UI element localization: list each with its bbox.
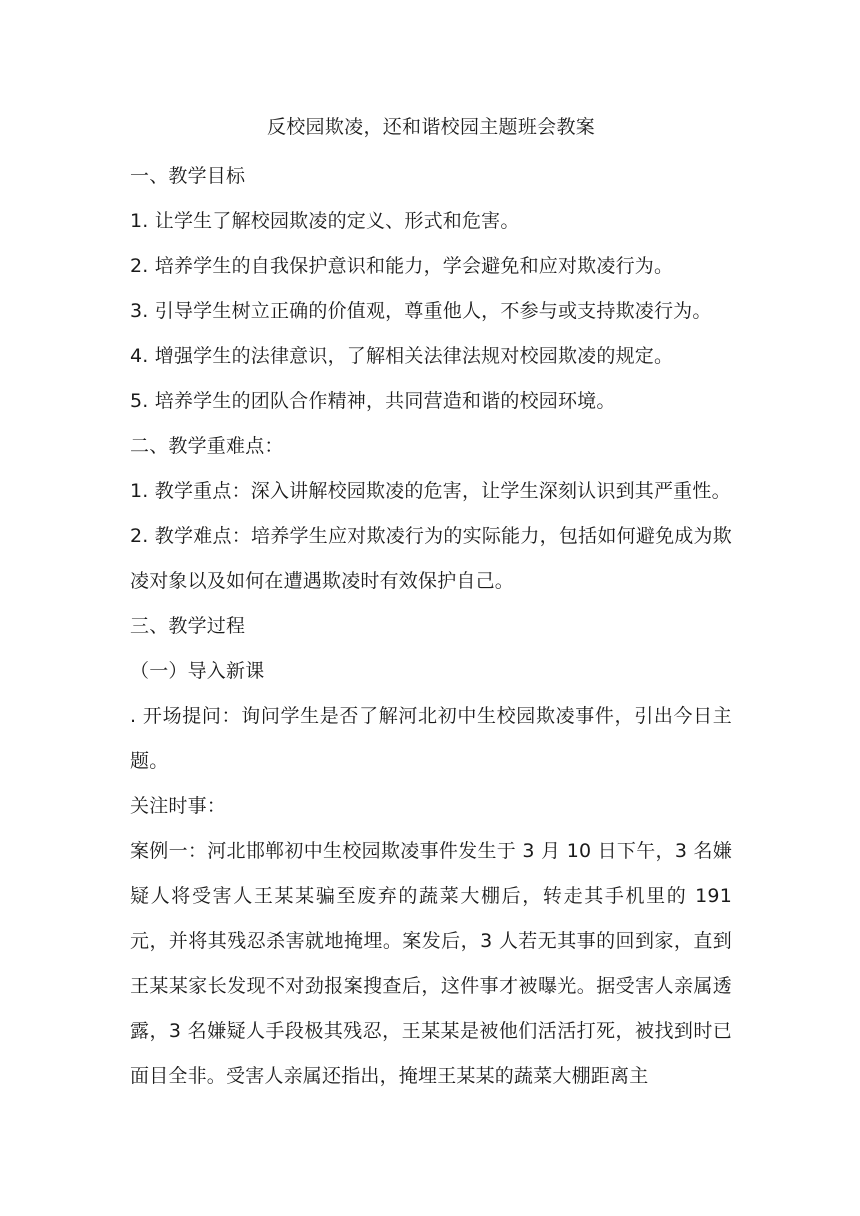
- objective-item-1: 1. 让学生了解校园欺凌的定义、形式和危害。: [130, 210, 520, 232]
- section-heading-process: 三、教学过程: [130, 615, 246, 637]
- document-title: 反校园欺凌，还和谐校园主题班会教案: [266, 116, 596, 138]
- news-label: 关注时事：: [130, 795, 227, 817]
- opening-question: . 开场提问：询问学生是否了解河北初中生校园欺凌事件，引出今日主题。: [130, 705, 732, 772]
- document-body: [130, 108, 732, 1099]
- section-heading-key-points: 二、教学重难点：: [130, 435, 284, 457]
- subheading-intro: （一）导入新课: [130, 660, 265, 682]
- objective-item-4: 4. 增强学生的法律意识，了解相关法律法规对校园欺凌的规定。: [130, 345, 674, 367]
- objective-item-2: 2. 培养学生的自我保护意识和能力，学会避免和应对欺凌行为。: [130, 255, 674, 277]
- objective-item-5: 5. 培养学生的团队合作精神，共同营造和谐的校园环境。: [130, 390, 616, 412]
- case-one-paragraph: 案例一：河北邯郸初中生校园欺凌事件发生于 3 月 10 日下午，3 名嫌疑人将受害人王某某骗至废弃的蔬菜大棚后，转走其手机里的 191 元，并将其残忍杀害就地掩埋。案发后，3 人若无其事的回到家，直到王某某家长发现不对劲报案搜查后，这件事才被曝光。据受害人亲属透露，3 名嫌疑人手段极其残忍，王某某是被他们活活打死，被找到时已面目全非。受害人亲属还指出，掩埋王某某的蔬菜大棚距离主: [130, 840, 732, 1087]
- section-heading-objectives: 一、教学目标: [130, 165, 246, 187]
- objective-item-3: 3. 引导学生树立正确的价值观，尊重他人，不参与或支持欺凌行为。: [130, 300, 712, 322]
- key-point-item-1: 1. 教学重点：深入讲解校园欺凌的危害，让学生深刻认识到其严重性。: [130, 480, 731, 502]
- key-point-item-2: 2. 教学难点：培养学生应对欺凌行为的实际能力，包括如何避免成为欺凌对象以及如何在遭遇欺凌时有效保护自己。: [130, 525, 732, 592]
